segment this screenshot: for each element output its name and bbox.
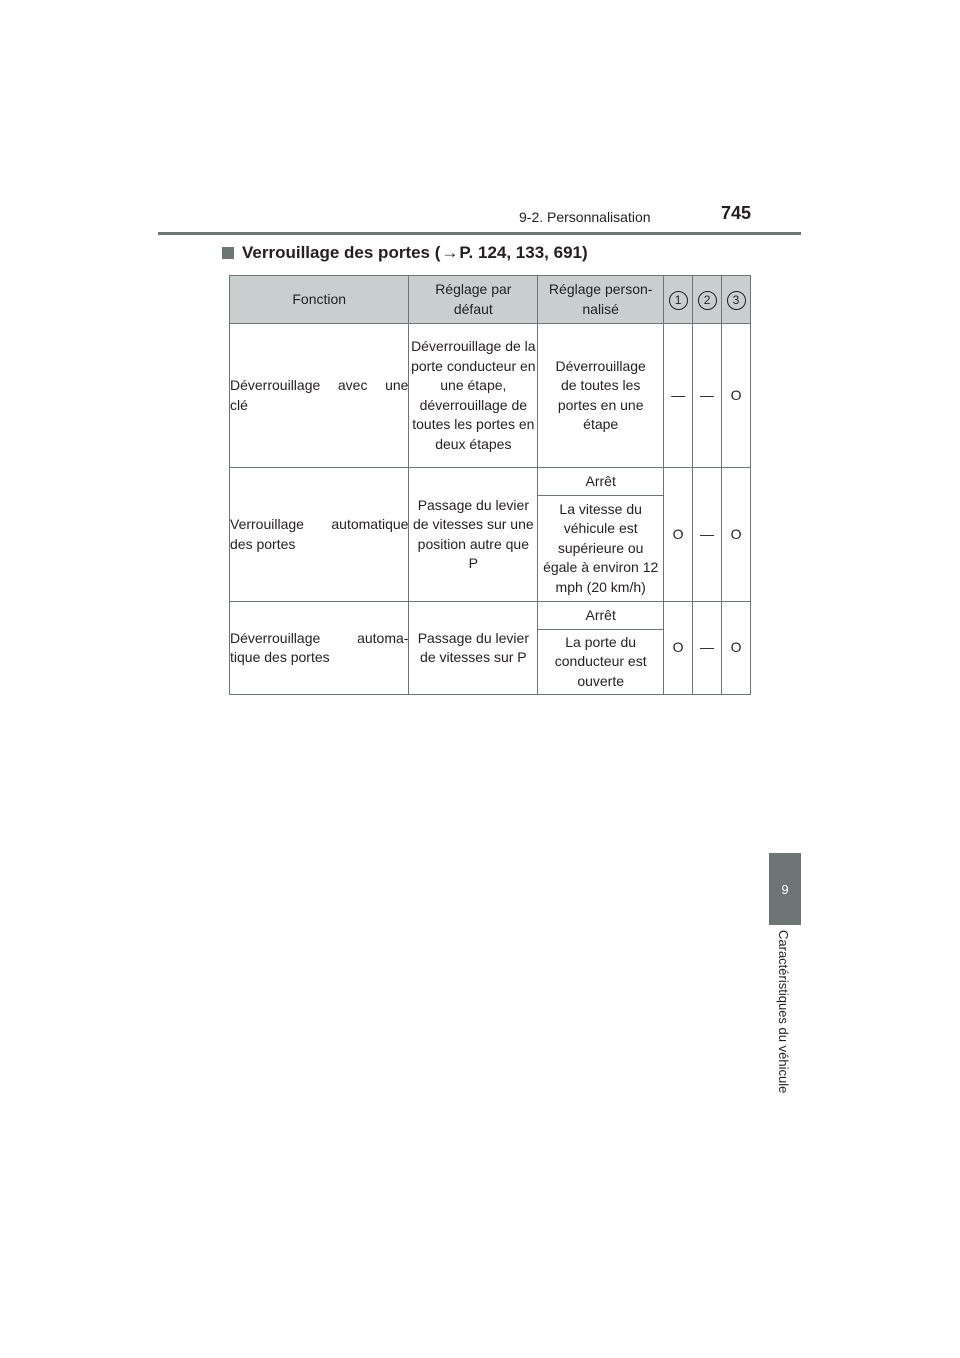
header-section-title: 9-2. Personnalisation [519, 209, 651, 225]
cell-default: Passage du levier de vitesses sur P [409, 602, 538, 695]
cell-function [230, 602, 409, 695]
section-title-refs: P. 124, 133, 691) [459, 243, 588, 262]
function-line-1: Déverrouillage avec une [230, 377, 409, 393]
cell-custom-b: La porte du conducteur est ouverte [538, 630, 664, 695]
header-default: Réglage par défaut [409, 276, 538, 324]
cell-setting-2: — [693, 324, 722, 468]
circle-number-3: 3 [727, 291, 746, 310]
cell-function [230, 468, 409, 602]
header-setting-2 [693, 276, 722, 324]
cell-custom-b: La vitesse du véhicule est supérieure ou égale à environ 12 mph (20 km/h) [538, 496, 664, 602]
header-setting-1 [664, 276, 693, 324]
square-bullet-icon [222, 247, 234, 259]
cell-default: Déverrouillage de la porte conducteur en une étape, déverrouillage de toutes les portes en deux étapes [409, 324, 538, 468]
table-row [230, 602, 751, 630]
cell-setting-3: O [722, 602, 751, 695]
cell-setting-3: O [722, 468, 751, 602]
function-line-1: Déverrouillage automa- [230, 629, 409, 646]
cell-setting-2: — [693, 602, 722, 695]
arrow-right-icon: → [441, 243, 459, 262]
table-header-row [230, 276, 751, 324]
circle-number-2: 2 [698, 291, 717, 310]
cell-setting-2: — [693, 468, 722, 602]
page-number: 745 [721, 203, 752, 223]
cell-setting-1: O [664, 602, 693, 695]
customization-table [229, 275, 751, 695]
circle-number-1: 1 [669, 291, 688, 310]
function-line-2: tique des portes [230, 649, 330, 665]
table-row [230, 468, 751, 496]
cell-custom-a: Arrêt [538, 468, 664, 496]
cell-setting-3: O [722, 324, 751, 468]
chapter-tab [769, 853, 801, 925]
header-function: Fonction [230, 276, 409, 324]
section-title [222, 243, 588, 263]
cell-setting-1: — [664, 324, 693, 468]
cell-function [230, 324, 409, 468]
function-line-2: clé [230, 396, 248, 413]
header-custom: Réglage person-nalisé [538, 276, 664, 324]
table-row [230, 324, 751, 468]
section-title-text: Verrouillage des portes ( [242, 243, 441, 262]
header-setting-3 [722, 276, 751, 324]
header-rule [158, 232, 801, 235]
function-line-1: Verrouillage automatique [230, 516, 409, 532]
cell-setting-1: O [664, 468, 693, 602]
chapter-number: 9 [781, 881, 789, 897]
cell-default: Passage du levier de vitesses sur une position autre que P [409, 468, 538, 602]
cell-custom-a: Arrêt [538, 602, 664, 630]
function-line-2: des portes [230, 535, 296, 552]
chapter-title: Caractéristiques du véhicule [776, 930, 791, 1094]
cell-custom: Déverrouillage de toutes les portes en une étape [538, 324, 664, 468]
